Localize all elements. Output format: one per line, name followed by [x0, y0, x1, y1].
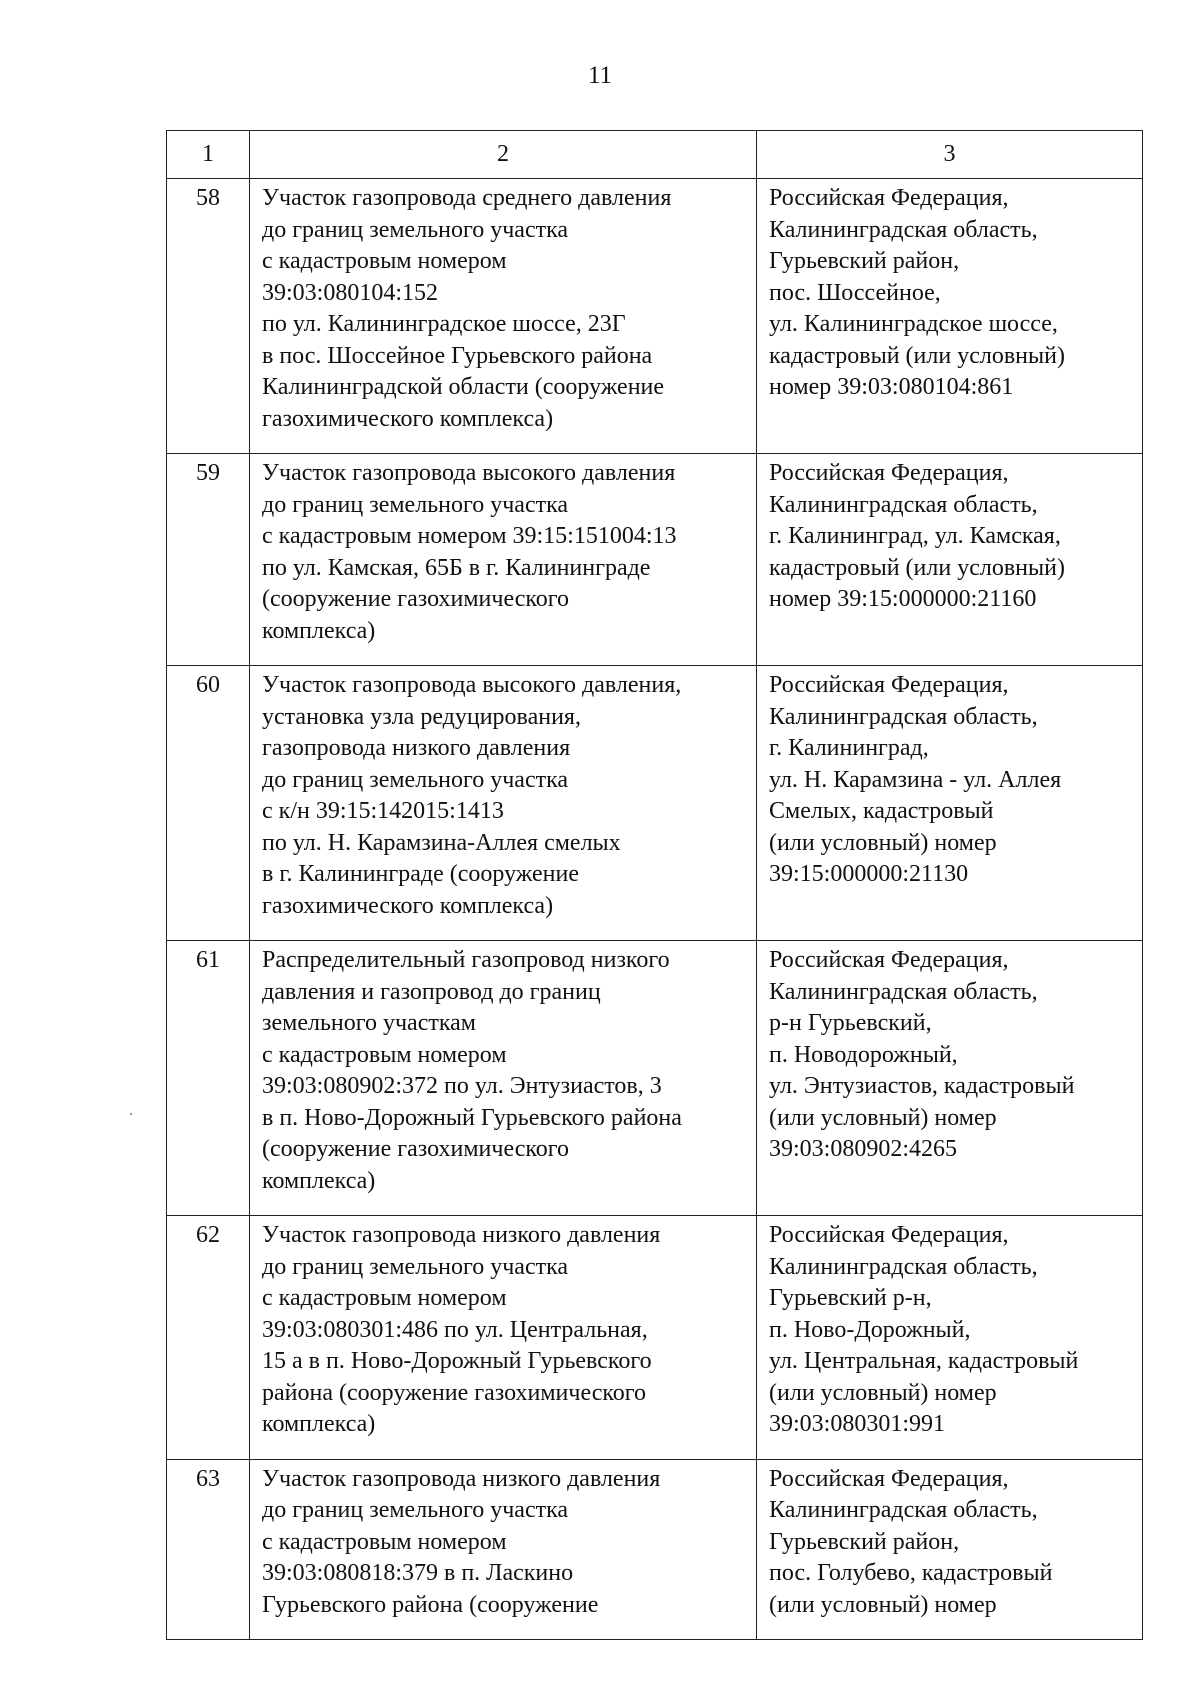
location-line: Российская Федерация,: [769, 672, 1009, 698]
object-location: [757, 179, 1143, 454]
description-line: газопровода низкого давления: [262, 735, 571, 761]
object-location: [757, 1216, 1143, 1460]
location-line: (или условный) номер: [769, 829, 997, 856]
location-line: п. Новодорожный,: [769, 1041, 958, 1068]
row-number: 59: [167, 454, 250, 666]
column-header-number: 1: [167, 131, 250, 179]
description-line: в пос. Шоссейное Гурьевского района: [262, 342, 653, 369]
location-line: (или условный) номер: [769, 1379, 997, 1406]
object-location: [757, 1459, 1143, 1640]
object-description: [250, 1459, 757, 1640]
location-line: Калининградская область,: [769, 703, 1038, 730]
table-row: [167, 179, 1143, 454]
description-line: в п. Ново-Дорожный Гурьевского района: [262, 1104, 682, 1131]
description-line: комплекса): [262, 617, 376, 644]
object-location: [757, 454, 1143, 666]
description-line: 39:03:080818:379 в п. Ласкино: [262, 1560, 574, 1586]
location-line: пос. Шоссейное,: [769, 279, 941, 306]
description-line: Участок газопровода среднего давления: [262, 185, 672, 211]
description-line: Участок газопровода низкого давления: [262, 1222, 661, 1248]
table-row: [167, 941, 1143, 1216]
location-line: Калининградская область,: [769, 1253, 1038, 1280]
location-line: Российская Федерация,: [769, 947, 1009, 973]
location-line: Калининградская область,: [769, 1497, 1038, 1523]
description-line: с кадастровым номером: [262, 1041, 507, 1068]
description-line: комплекса): [262, 1411, 376, 1437]
location-line: ул. Калининградское шоссе,: [769, 311, 1058, 337]
location-line: 39:03:080902:4265: [769, 1136, 958, 1162]
column-header-location: 3: [757, 131, 1143, 179]
location-line: 39:03:080301:991: [769, 1411, 946, 1437]
description-line: (сооружение газохимического: [262, 586, 570, 612]
location-line: кадастровый (или условный): [769, 554, 1065, 581]
location-line: Калининградская область,: [769, 491, 1038, 518]
registry-table: [166, 130, 1143, 1640]
location-line: Российская Федерация,: [769, 1222, 1009, 1248]
location-line: кадастровый (или условный): [769, 342, 1065, 369]
row-number: 63: [167, 1459, 250, 1640]
description-line: с к/н 39:15:142015:1413: [262, 798, 504, 824]
description-line: Участок газопровода высокого давления,: [262, 672, 682, 698]
description-line: комплекса): [262, 1167, 376, 1194]
row-number: 58: [167, 179, 250, 454]
description-line: до границ земельного участка: [262, 491, 569, 518]
table-body: [167, 179, 1143, 1640]
object-description: [250, 179, 757, 454]
location-line: 39:15:000000:21130: [769, 861, 969, 887]
description-line: Участок газопровода высокого давления: [262, 460, 676, 486]
description-line: 39:03:080301:486 по ул. Центральная,: [262, 1316, 648, 1343]
table-row: [167, 1216, 1143, 1460]
object-description: [250, 666, 757, 941]
row-number: 60: [167, 666, 250, 941]
description-line: 39:03:080104:152: [262, 279, 439, 306]
table-row: [167, 666, 1143, 941]
column-header-description: 2: [250, 131, 757, 179]
location-line: р-н Гурьевский,: [769, 1010, 932, 1036]
location-line: Гурьевский район,: [769, 248, 960, 274]
location-line: номер 39:03:080104:861: [769, 374, 1014, 400]
location-line: ул. Н. Карамзина - ул. Аллея: [769, 766, 1062, 793]
table-row: [167, 1459, 1143, 1640]
description-line: до границ земельного участка: [262, 216, 569, 243]
description-line: Участок газопровода низкого давления: [262, 1465, 661, 1492]
location-line: г. Калининград, ул. Камская,: [769, 523, 1061, 549]
description-line: газохимического комплекса): [262, 405, 554, 432]
location-line: п. Ново-Дорожный,: [769, 1316, 971, 1343]
object-description: [250, 1216, 757, 1460]
object-location: [757, 666, 1143, 941]
description-line: с кадастровым номером: [262, 1285, 507, 1311]
location-line: (или условный) номер: [769, 1591, 997, 1618]
description-line: по ул. Калининградское шоссе, 23Г: [262, 311, 626, 337]
location-line: ул. Энтузиастов, кадастровый: [769, 1073, 1075, 1099]
location-line: (или условный) номер: [769, 1104, 997, 1131]
object-description: [250, 941, 757, 1216]
description-line: (сооружение газохимического: [262, 1136, 570, 1162]
location-line: номер 39:15:000000:21160: [769, 586, 1037, 612]
description-line: района (сооружение газохимического: [262, 1379, 647, 1406]
description-line: до границ земельного участка: [262, 1253, 569, 1280]
description-line: газохимического комплекса): [262, 892, 554, 919]
object-location: [757, 941, 1143, 1216]
description-line: давления и газопровод до границ: [262, 978, 601, 1005]
description-line: в г. Калининграде (сооружение: [262, 861, 580, 887]
description-line: Калининградской области (сооружение: [262, 374, 665, 400]
description-line: установка узла редуцирования,: [262, 703, 581, 730]
description-line: 15 а в п. Ново-Дорожный Гурьевского: [262, 1348, 652, 1374]
row-number: 61: [167, 941, 250, 1216]
description-line: с кадастровым номером: [262, 248, 507, 274]
location-line: Гурьевский район,: [769, 1528, 960, 1555]
description-line: Распределительный газопровод низкого: [262, 947, 670, 973]
description-line: по ул. Н. Карамзина-Аллея смелых: [262, 829, 621, 856]
object-description: [250, 454, 757, 666]
location-line: Российская Федерация,: [769, 460, 1009, 486]
location-line: пос. Голубево, кадастровый: [769, 1560, 1053, 1586]
table-row: [167, 454, 1143, 666]
location-line: Смелых, кадастровый: [769, 798, 994, 824]
location-line: Калининградская область,: [769, 216, 1038, 243]
scan-speck: [130, 1113, 132, 1115]
description-line: Гурьевского района (сооружение: [262, 1591, 599, 1618]
description-line: земельного участкам: [262, 1010, 476, 1036]
location-line: Российская Федерация,: [769, 185, 1009, 211]
table-header-row: [167, 131, 1143, 179]
page-number: 11: [587, 62, 613, 89]
location-line: Российская Федерация,: [769, 1465, 1009, 1492]
description-line: с кадастровым номером 39:15:151004:13: [262, 523, 677, 549]
description-line: с кадастровым номером: [262, 1528, 507, 1555]
location-line: Калининградская область,: [769, 978, 1038, 1005]
description-line: по ул. Камская, 65Б в г. Калининграде: [262, 554, 651, 581]
description-line: 39:03:080902:372 по ул. Энтузиастов, 3: [262, 1073, 662, 1099]
location-line: г. Калининград,: [769, 735, 929, 761]
location-line: Гурьевский р-н,: [769, 1285, 932, 1311]
description-line: до границ земельного участка: [262, 1497, 569, 1523]
row-number: 62: [167, 1216, 250, 1460]
description-line: до границ земельного участка: [262, 766, 569, 793]
location-line: ул. Центральная, кадастровый: [769, 1348, 1079, 1374]
